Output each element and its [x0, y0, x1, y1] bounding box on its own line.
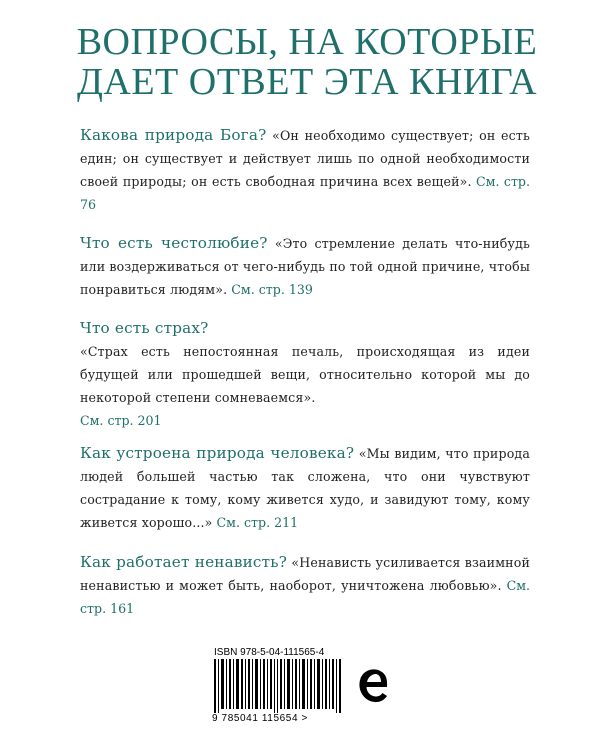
isbn-label: ISBN 978-5-04-111565-4 [214, 647, 325, 658]
answer: «Страх есть непостоянная печаль, происходящая из идеи будущей или прошедшей вещи, относительно которой мы до некоторой степени сомневаемся». [80, 344, 530, 405]
answer: «Ненависть усиливается взаимной ненавистью и может быть, наоборот, уничтожена любовью». [80, 555, 530, 593]
qa-block-3 [80, 317, 530, 432]
question: Как работает ненависть? [80, 553, 288, 571]
barcode [210, 647, 348, 727]
page-title [72, 22, 542, 102]
qa-block-4 [80, 442, 530, 534]
eksmo-logo-icon [356, 666, 390, 706]
title-line-2: ДАЕТ ОТВЕТ ЭТА КНИГА [76, 61, 538, 103]
qa-block-5 [80, 551, 530, 620]
barcode-digits: 9 785041 115654 > [212, 713, 308, 724]
question: Что есть честолюбие? [80, 234, 268, 252]
qa-block-2 [80, 232, 530, 301]
qa-block-1 [80, 124, 530, 216]
title-line-1: ВОПРОСЫ, НА КОТОРЫЕ [76, 21, 538, 63]
question: Как устроена природа человека? [80, 444, 355, 462]
page-reference: См. стр. 211 [216, 515, 299, 530]
page-reference: См. стр. 201 [80, 413, 162, 428]
barcode-bars [210, 659, 346, 713]
answer: «Мы видим, что природа людей большей частью так сложена, что они чувствуют сострадание к тому, кому живется худо, и завидуют тому, кому живется хорошо...» [80, 446, 530, 530]
answer: «Он необходимо существует; он есть един; он существует и действует лишь по одной необходимости своей природы; он есть свободная причина всех вещей». [80, 128, 530, 189]
page-reference: См. стр. 76 [80, 174, 530, 212]
question: Что есть страх? [80, 319, 209, 337]
page-reference: См. стр. 161 [80, 578, 530, 616]
page-reference: См. стр. 139 [231, 282, 313, 297]
question: Какова природа Бога? [80, 126, 267, 144]
answer: «Это стремление делать что-нибудь или воздерживаться от чего-нибудь по той одной причине, чтобы понравиться людям». [80, 236, 530, 297]
